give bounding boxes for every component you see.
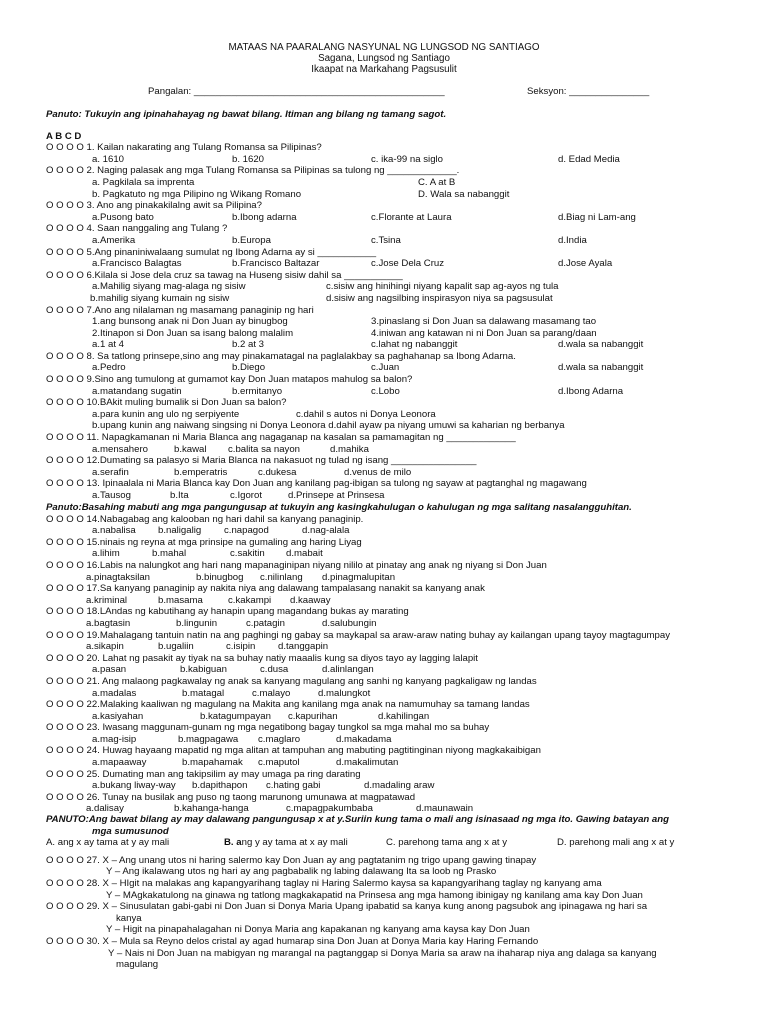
option[interactable]: c.maglaro [258,733,301,745]
option[interactable]: C. A at B [418,176,456,188]
option[interactable]: a.1 at 4 [92,339,125,351]
option[interactable]: a.Pedro [92,362,126,374]
option[interactable]: c. ika-99 na siglo [371,153,443,165]
options-row [46,362,728,374]
option[interactable]: d.venus de milo [344,466,412,478]
options-row [46,235,728,247]
option[interactable]: c.Tsina [371,234,401,246]
option[interactable]: a.serafin [92,466,129,478]
option[interactable]: c.Igorot [230,490,262,501]
option[interactable]: a.bagtasin [86,617,131,629]
option[interactable]: d.sisiw ang nagsilbing inspirasyon niya sa pagsusulat [326,292,553,304]
option[interactable]: a.pinagtaksilan [86,571,151,583]
instruction-3-cont: mga sumusunod [92,825,169,837]
option[interactable]: d.wala sa nabanggit [558,339,644,351]
question[interactable]: O O O O 12.Dumating sa palasyo si Maria Blanca na nakasuot ng tulad ng isang ________________ [46,455,477,467]
question[interactable]: O O O O 6.Kilala si Jose dela cruz sa tawag na Huseng sisiw dahil sa ___________ [46,269,403,281]
option[interactable]: D. Wala sa nabanggit [418,188,510,200]
instruction-2: Panuto:Basahing mabuti ang mga pangungusap at tukuyin ang kasingkahulugan o kahulugan ng mga salitang nasalangguhitan. [46,502,632,513]
options-row [46,780,728,792]
option[interactable]: c.sakitin [230,548,265,560]
option[interactable]: d.tanggapin [278,641,329,653]
question[interactable]: O O O O 5.Ang pinaniniwalaang sumulat ng Ibong Adarna ay si ___________ [46,246,377,258]
option[interactable]: d.mahika [330,443,369,455]
option[interactable]: c.malayo [252,687,291,699]
exam-title: Ikaapat na Markahang Pagsusulit [311,64,457,76]
option[interactable]: c.Lobo [371,385,400,397]
option[interactable]: b.emperatris [174,466,228,478]
legend-b [224,837,348,849]
option[interactable]: b.naligalig [158,525,202,537]
option[interactable]: d.kahilingan [378,710,430,722]
option[interactable]: c.kakampi [228,594,272,606]
options-row [46,595,728,607]
legend-d: D. parehong mali ang x at y [557,837,675,849]
option[interactable]: d.salubungin [322,617,377,629]
question[interactable]: O O O O 8. Sa tatlong prinsepe,sino ang may pinakamatagal na paglalakbay sa paghahanap sa Ibong Adarna. [46,350,516,362]
options-row [46,281,728,293]
option[interactable]: c.napagod [224,525,269,537]
option[interactable]: d.malungkot [318,687,371,699]
option[interactable]: d.Jose Ayala [558,258,613,270]
option[interactable]: c.balita sa nayon [228,443,300,455]
option[interactable]: b.lingunin [176,617,218,629]
name-field[interactable]: Pangalan: _______________________________________________ [148,86,445,97]
statement-x[interactable]: O O O O 30. X – Mula sa Reyno delos cristal ay agad humarap sina Don Juan at Donya Maria kay Haring Fernando [46,935,539,947]
question[interactable]: O O O O 25. Dumating man ang takipsilim ay may umaga pa ring darating [46,768,361,780]
options-row [46,572,728,584]
options-row [46,734,728,746]
legend-b-bold: B. a [224,837,242,849]
option[interactable]: c.dusa [260,664,289,676]
answer-columns: A B C D [46,130,82,142]
option[interactable]: a.nabalisa [92,525,136,537]
option[interactable]: c.kapurihan [288,710,338,722]
option[interactable]: a.pasan [92,664,127,676]
section-2 [46,502,728,815]
statement-x[interactable]: O O O O 27. X – Ang unang utos ni haring salermo kay Don Juan ay ang pagtatanim ng trigo upang gawing tinapay [46,854,537,866]
option[interactable]: b.masama [158,594,203,606]
option[interactable]: a.Francisco Balagtas [92,258,182,270]
option[interactable]: c.dahil s autos ni Donya Leonora [296,408,436,420]
option[interactable]: b.Diego [232,362,266,374]
option[interactable]: c.dukesa [258,466,297,478]
statement-y: Y – Nais ni Don Juan na mabigyan ng marangal na pagtanggap si Donya Maria sa araw na ihaharap niya ang dalaga sa kanyang [108,947,657,959]
option: 3.pinaslang si Don Juan sa dalawang masamang tao [371,316,597,328]
options-row [46,420,728,432]
legend-row [46,837,728,849]
options-row [46,386,728,398]
option[interactable]: a.mapaaway [92,757,147,769]
options-row [46,189,728,201]
options-row [46,757,728,769]
option[interactable]: a.dalisay [86,803,124,815]
option[interactable]: c.Jose Dela Cruz [371,258,445,270]
options-row [46,328,728,340]
options-row [46,711,728,723]
option[interactable]: a.madalas [92,687,137,699]
question[interactable]: O O O O 1. Kailan nakarating ang Tulang Romansa sa Pilipinas? [46,142,322,154]
option[interactable]: d.pinagmalupitan [322,571,396,583]
statement-y: Y – Higit na pinapahalagahan ni Donya Maria ang kapakanan ng kanyang ama kaysa kay Don Juan [106,924,530,936]
option[interactable]: b.Ibong adarna [232,211,297,223]
options-row [46,339,728,351]
option[interactable]: b.Europa [232,234,271,246]
options-row [46,641,728,653]
option[interactable]: b.Ita [170,490,189,501]
question[interactable]: O O O O 21. Ang malaong pagkawalay ng anak sa kanyang magulang ang sanhi ng kanyang pagkaligaw ng landas [46,675,537,687]
options-row [46,548,728,560]
option[interactable]: a. Pagkilala sa imprenta [92,176,195,188]
option[interactable]: c.isipin [226,641,256,653]
options-row [46,293,728,305]
option[interactable]: a.para kunin ang ulo ng serpiyente [92,408,240,420]
question[interactable]: O O O O 17.Sa kanyang panaginip ay nakita niya ang dalawang tampalasang nanakit sa kanyang anak [46,583,485,595]
question[interactable]: O O O O 23. Iwasang maggunam-gunam ng mga negatibong bagay tungkol sa mga mahal mo sa buhay [46,722,490,734]
options-row [46,212,728,224]
option[interactable]: a.mensahero [92,443,148,455]
option[interactable]: b.matagal [182,687,225,699]
option[interactable]: d. Edad Media [558,153,620,165]
option: 2.Itinapon si Don Juan sa isang balong malalim [92,327,294,339]
school-address: Sagana, Lungsod ng Santiago [318,53,450,65]
option[interactable]: a.bukang liway-way [92,780,176,792]
option[interactable]: c.patagin [246,617,285,629]
options-row [46,177,728,189]
option[interactable]: c.lahat ng nabanggit [371,339,458,351]
statement-x[interactable]: O O O O 29. X – Sinusulatan gabi-gabi ni Don Juan si Donya Maria Upang ipabatid sa kanya kung anong pagsubok ang ipinagawa ng hari sa [46,901,648,913]
option[interactable]: a.kasiyahan [92,710,144,722]
option[interactable]: d.wala sa nabanggit [558,362,644,374]
option[interactable]: a.matandang sugatin [92,385,182,397]
statement-x-cont: kanya [116,912,142,924]
option[interactable]: c.mapagpakumbaba [286,803,373,815]
question[interactable]: O O O O 22.Malaking kaaliwan ng magulang na Makita ang kanilang mga anak na namumuhay sa tamang landas [46,699,530,711]
option[interactable]: d.makalimutan [336,757,399,769]
section-field[interactable]: Seksyon: _______________ [527,86,650,97]
option[interactable]: a.kriminal [86,594,128,606]
option[interactable]: b.mapahamak [182,757,243,769]
section-3 [46,814,728,971]
options-row [46,409,728,421]
section-1 [46,109,728,502]
option[interactable]: c.hating gabi [266,780,321,792]
option[interactable]: d.alinlangan [322,664,374,676]
option[interactable]: c.Florante at Laura [371,211,452,223]
options-row [46,444,728,456]
question[interactable]: O O O O 4. Saan nanggaling ang Tulang ? [46,223,228,235]
option[interactable]: d.Ibong Adarna [558,385,624,397]
question[interactable]: O O O O 26. Tunay na busilak ang puso ng taong marunong umunawa at magpatawad [46,791,416,803]
option[interactable]: d.madaling araw [364,780,435,792]
option[interactable]: b.katagumpayan [200,710,271,722]
question[interactable]: O O O O 24. Huwag hayaang mapatid ng mga alitan at tampuhan ang mabuting pagtitinginan niyong magkakaibigan [46,745,541,757]
option[interactable]: c.nilinlang [260,571,303,583]
option[interactable]: c.maputol [258,757,300,769]
question[interactable]: O O O O 9.Sino ang tumulong at gumamot kay Don Juan matapos mahulog sa balon? [46,374,413,386]
options-row [46,154,728,166]
option[interactable]: b.2 at 3 [232,339,265,351]
option[interactable]: a. 1610 [92,153,125,165]
statement-y: Y – MAgkakatulong na ginawa ng tatlong magkakapatid na Prinsesa ang mga hamong ibinigay ng kanilang ama kay Don Juan [106,889,643,901]
legend-a: A. ang x ay tama at y ay mali [46,837,170,849]
option[interactable]: b.mahal [152,548,187,560]
option[interactable]: b.binugbog [196,571,244,583]
question[interactable]: O O O O 18.LAndas ng kabutihang ay hanapin upang magandang bukas ay marating [46,606,409,618]
option[interactable]: b.mahilig siyang kumain ng sisiw [90,292,230,304]
option[interactable]: d.Biag ni Lam-ang [558,211,636,223]
options-row [46,664,728,676]
section-2-items [46,514,728,815]
options-row [46,258,728,270]
option[interactable]: b.kawal [174,443,207,455]
option[interactable]: a.Amerika [92,234,136,246]
question[interactable]: O O O O 20. Lahat ng pasakit ay tiyak na sa buhay natiy maaalis kung sa diyos tayo ay lagging lalapit [46,652,478,664]
option[interactable]: a.Tausog [92,490,131,501]
question[interactable]: O O O O 7.Ano ang nilalaman ng masamang panaginip ng hari [46,304,314,316]
option[interactable]: d.Prinsepe at Prinsesa [288,490,385,501]
option[interactable]: b.upang kunin ang naiwang singsing ni Donya Leonora d.dahil ayaw pa niyang umuwi sa kaharian ng berbanya [92,420,565,432]
option[interactable]: b.kahanga-hanga [174,803,249,815]
question[interactable]: O O O O 14.Nabagabag ang kalooban ng hari dahil sa kanyang panaginip. [46,513,364,525]
question[interactable]: O O O O 2. Naging palasak ang mga Tulang Romansa sa Pilipinas sa tulong ng _____________. [46,165,460,177]
option[interactable]: a.sikapin [86,641,124,653]
option[interactable]: d.mabait [286,548,323,560]
options-row [46,490,728,502]
option[interactable]: d.maunawain [416,803,474,815]
question[interactable]: O O O O 3. Ano ang pinakakilalng awit sa Pilipina? [46,200,262,212]
option[interactable]: d.kaaway [290,594,331,606]
options-row [46,525,728,537]
option[interactable]: c.Juan [371,362,400,374]
school-name: MATAAS NA PAARALANG NASYUNAL NG LUNGSOD NG SANTIAGO [228,42,540,53]
question[interactable]: O O O O 19.Mahalagang tantuin natin na ang paghingi ng gabay sa maykapal sa araw-araw nating buhay ay kailangan upang tayoy magtagumpay [46,629,671,641]
option: 4.iniwan ang katawan ni ni Don Juan sa parang/daan [371,327,597,339]
option[interactable]: b.kabiguan [180,664,227,676]
option[interactable]: b.dapithapon [192,780,248,792]
statement-y-cont: magulang [116,959,159,971]
options-row [46,618,728,630]
name-row [0,86,768,100]
instruction-1: Panuto: Tukuyin ang ipinahahayag ng bawat bilang. Itiman ang bilang ng tamang sagot. [46,109,447,120]
options-row [46,467,728,479]
statement-y: Y – Ang ikalawang utos ng hari ay ang pagbabalik ng labing dalawang Ita sa loob ng Prasko [106,866,497,878]
option: 1.ang bunsong anak ni Don Juan ay binugbog [92,316,288,328]
question[interactable]: O O O O 13. Ipinaalala ni Maria Blanca kay Don Juan ang kanilang pag-ibigan sa tulong ng sayaw at pagtanghal ng magawang [46,478,587,490]
header [0,42,768,76]
question[interactable]: O O O O 11. Napagkamanan ni Maria Blanca ang nagaganap na kasalan sa pamamagitan ng _____________ [46,432,516,444]
options-row [46,688,728,700]
option[interactable]: c.sisiw ang hinihingi niyang kapalit sap ag-ayos ng tula [326,281,559,293]
statement-x[interactable]: O O O O 28. X – HIgit na malakas ang kapangyarihang taglay ni Haring Salermo kaysa sa kapangyarihang taglay ng kanyang ama [46,877,602,889]
legend-b-rest: ng y ay tama at x ay mali [241,837,348,849]
option[interactable]: b.magpagawa [178,733,239,745]
option[interactable]: b.ugaliin [158,641,194,653]
option[interactable]: b.Francisco Baltazar [232,258,320,270]
legend-c: C. parehong tama ang x at y [386,837,508,849]
option[interactable]: b.ermitanyo [232,385,283,397]
option[interactable]: b. 1620 [232,153,265,165]
option[interactable]: a.mag-isip [92,733,137,745]
question[interactable]: O O O O 15.ninais ng reyna at mga prinsipe na gumaling ang haring Liyag [46,536,362,548]
instruction-3: PANUTO:Ang bawat bilang ay may dalawang pangungusap x at y.Suriin kung tama o mali ang isinasaad ng mga ito. Gawing batayan ang [46,814,669,825]
option[interactable]: d.India [558,234,587,246]
option[interactable]: d.nag-alala [302,525,350,537]
option[interactable]: b. Pagkatuto ng mga Pilipino ng Wikang Romano [92,188,302,200]
option[interactable]: a.lihim [92,548,120,560]
option[interactable]: d.makadama [336,733,392,745]
question[interactable]: O O O O 16.Labis na nalungkot ang hari nang mapanaginipan niyang nililo at pinatay ang anak ng niyang si Don Juan [46,559,547,571]
option[interactable]: a.Pusong bato [92,211,154,223]
options-row [46,316,728,328]
question[interactable]: O O O O 10.BAkit muling bumalik si Don Juan sa balon? [46,397,287,409]
option[interactable]: a.Mahilig siyang mag-alaga ng sisiw [92,281,246,293]
